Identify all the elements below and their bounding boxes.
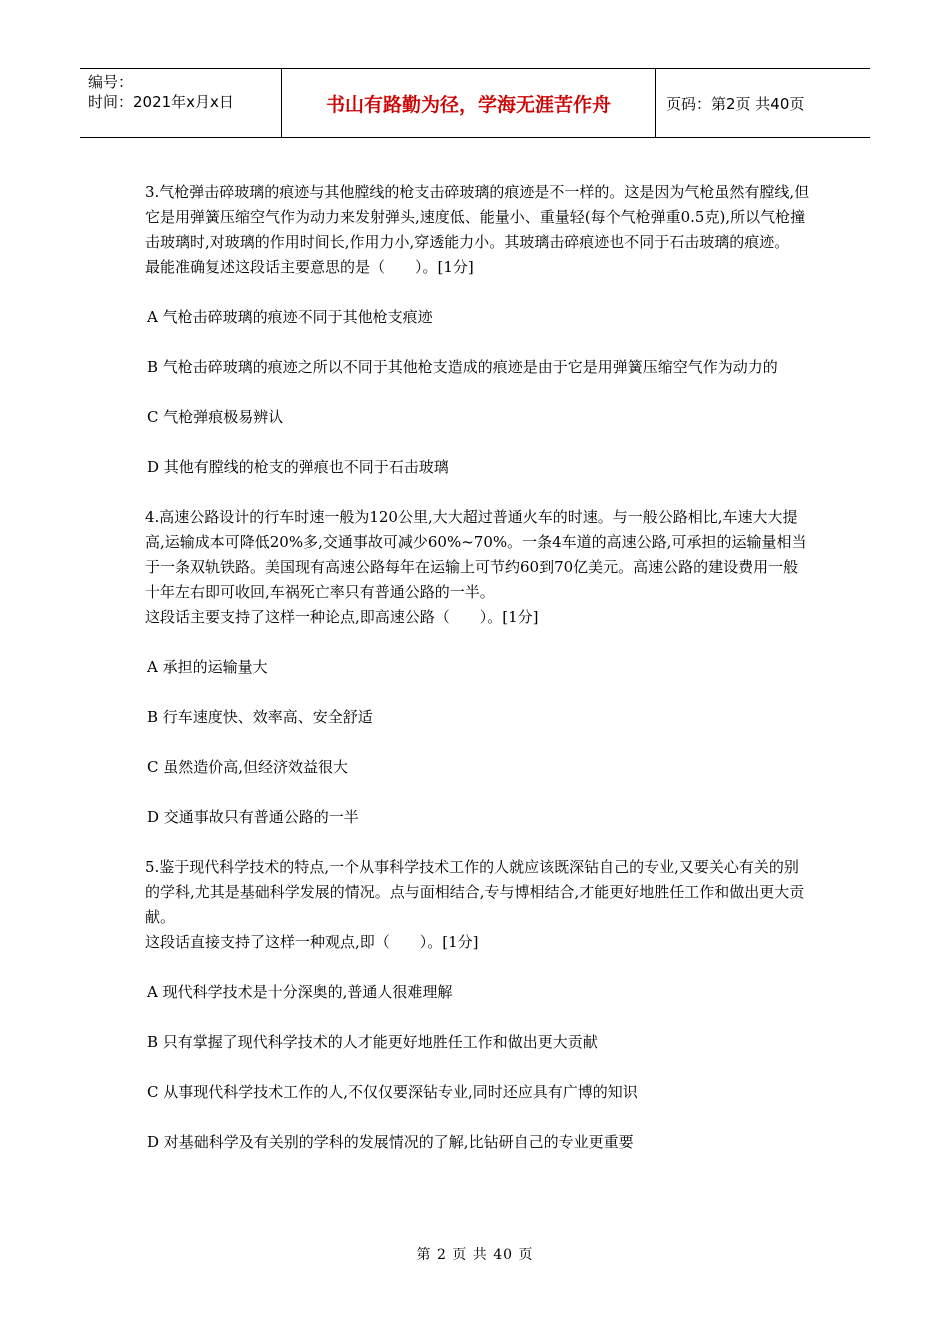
question-4	[145, 505, 810, 830]
document-number-label: 编号：	[88, 73, 134, 91]
question-text: 4.高速公路设计的行车时速一般为120公里,大大超过普通火车的时速。与一般公路相比,车速大大提高,运输成本可降低20%多,交通事故可减少60%~70%。一条4车道的高速公路,可承担的运输量相当于一条双轨铁路。美国现有高速公路每年在运输上可节约60到70亿美元。高速公路的建设费用一般十年左右即可收回,车祸死亡率只有普通公路的一半。	[145, 508, 807, 601]
page-footer: 第 2 页 共 40 页	[416, 1247, 534, 1263]
option-a: A 现代科学技术是十分深奥的,普通人很难理解	[147, 983, 453, 1001]
question-5	[145, 855, 810, 1155]
question-prompt: 这段话主要支持了这样一种论点,即高速公路（ ）。[1分]	[145, 608, 539, 626]
option-c: C 气枪弹痕极易辨认	[147, 408, 284, 426]
option-c: C 从事现代科学技术工作的人,不仅仅要深钻专业,同时还应具有广博的知识	[147, 1083, 638, 1101]
option-a: A 气枪击碎玻璃的痕迹不同于其他枪支痕迹	[147, 308, 433, 326]
page-header	[80, 68, 870, 138]
option-b: B 气枪击碎玻璃的痕迹之所以不同于其他枪支造成的痕迹是由于它是用弹簧压缩空气作为动力的	[147, 358, 778, 376]
document-date: 时间：2021年x月x日	[88, 93, 234, 111]
option-b: B 行车速度快、效率高、安全舒适	[147, 708, 373, 726]
question-text: 5.鉴于现代科学技术的特点,一个从事科学技术工作的人就应该既深钻自己的专业,又要关心有关的别的学科,尤其是基础科学发展的情况。点与面相结合,专与博相结合,才能更好地胜任工作和做出更大贡献。	[145, 858, 805, 926]
header-meta	[80, 69, 282, 137]
option-d: D 其他有膛线的枪支的弹痕也不同于石击玻璃	[147, 458, 449, 476]
question-prompt: 最能准确复述这段话主要意思的是（ ）。[1分]	[145, 258, 474, 276]
document-body	[145, 180, 810, 1155]
question-text: 3.气枪弹击碎玻璃的痕迹与其他膛线的枪支击碎玻璃的痕迹是不一样的。这是因为气枪虽然有膛线,但它是用弹簧压缩空气作为动力来发射弹头,速度低、能量小、重量轻(每个气枪弹重0.5克),所以气枪撞击玻璃时,对玻璃的作用时间长,作用力小,穿透能力小。其玻璃击碎痕迹也不同于石击玻璃的痕迹。	[145, 183, 810, 251]
question-prompt: 这段话直接支持了这样一种观点,即（ ）。[1分]	[145, 933, 479, 951]
option-b: B 只有掌握了现代科学技术的人才能更好地胜任工作和做出更大贡献	[147, 1033, 598, 1051]
option-d: D 对基础科学及有关别的学科的发展情况的了解,比钻研自己的专业更重要	[147, 1133, 634, 1151]
header-page-number: 页码：第2页 共40页	[666, 94, 805, 113]
header-motto: 书山有路勤为径，学海无涯苦作舟	[282, 69, 656, 137]
option-d: D 交通事故只有普通公路的一半	[147, 808, 359, 826]
option-a: A 承担的运输量大	[147, 658, 268, 676]
option-c: C 虽然造价高,但经济效益很大	[147, 758, 349, 776]
question-3	[145, 180, 810, 480]
